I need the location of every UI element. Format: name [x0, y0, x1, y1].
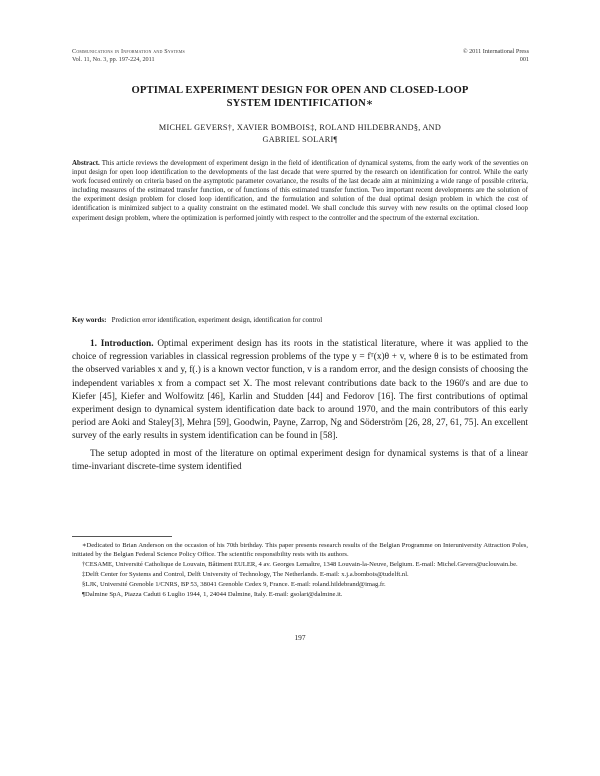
authors-line-2: GABRIEL SOLARI¶ — [262, 135, 338, 144]
abstract-label: Abstract. — [72, 159, 100, 167]
intro-paragraph-1 — [72, 338, 528, 444]
copyright-notice: © 2011 International Press — [462, 48, 529, 55]
footnote-hildebrand: §LJK, Université Grenoble 1/CNRS, BP 53, 38041 Grenoble Cedex 9, France. E-mail: roland.hildebrand@imag.fr. — [82, 580, 386, 588]
article-code: 001 — [519, 56, 529, 63]
footnote-divider — [72, 536, 172, 537]
abstract-text: This article reviews the development of experiment design in the field of identification of dynamical systems, from the early work of the seventies on input design for open loop identification to the developments of the last decade that were spurred by the research on identification for control. While the early work focused entirely on criteria based on the asymptotic parameter covariance, the results of the last decade aim at minimizing a wide range of possible criteria, including measures of the estimated transfer function, or of functions of this estimated transfer function. Two important recent developments are the solution of the experiment design problem for closed loop identification, and the formulation and solution of the dual optimal design problem in which the cost of identification is minimized subject to a quality constraint on the estimated model. We shall conclude this survey with new results on the optimal closed loop experiment design problem, where the optimization is performed jointly with respect to the controller and the spectrum of the external excitation. — [72, 159, 528, 222]
footnote-solari: ¶Dalmine SpA, Piazza Caduti 6 Luglio 1944, 1, 24044 Dalmine, Italy. E-mail: gsolari@dalmine.it. — [82, 590, 343, 598]
journal-name: Communications in Information and Systems — [72, 48, 185, 55]
footnote-bombois: ‡Delft Center for Systems and Control, Delft University of Technology, The Netherlands. E-mail: x.j.a.bombois@tudelft.nl. — [82, 570, 409, 578]
intro-paragraph-1-text: Optimal experiment design has its roots in the statistical literature, where it was applied to the choice of regression variables in classical regression problems of the type y = fᵀ(x)θ + v, where θ is to be estimated from the observed variables x and y, f(.) is a known vector function, v is a random error, and the design consists of choosing the independent variables x from a compact set X. The most relevant contributions date back to the 1960's and are due to Kiefer [45], Kiefer and Wolfowitz [46], Karlin and Studden [44] and Fedorov [16]. The first contributions of optimal experiment design to dynamical system identification date back to around 1970, and the main contributors of this early period are Aoki and Staley[3], Mehra [59], Goodwin, Payne, Zarrop, Ng and Söderström [26, 28, 27, 61, 75]. An excellent survey of the early results in system identification can be found in [58]. — [72, 339, 529, 442]
keywords-label: Key words: — [72, 316, 107, 324]
title-line-1: OPTIMAL EXPERIMENT DESIGN FOR OPEN AND CLOSED-LOOP — [131, 85, 469, 96]
journal-info — [72, 48, 185, 64]
copyright-info — [463, 48, 529, 64]
authors-line-1: MICHEL GEVERS†, XAVIER BOMBOIS‡, ROLAND HILDEBRAND§, AND — [158, 123, 442, 132]
volume-info: Vol. 11, No. 3, pp. 197-224, 2011 — [72, 56, 155, 63]
footnote-gevers: †CESAME, Université Catholique de Louvain, Bâtiment EULER, 4 av. Georges Lemaître, 1348 Louvain-la-Neuve, Belgium. E-mail: Michel.Gevers@uclouvain.be. — [82, 560, 518, 568]
paper-title — [60, 84, 540, 110]
title-line-2: SYSTEM IDENTIFICATION∗ — [226, 98, 374, 109]
author-list — [60, 122, 540, 146]
footnotes — [72, 542, 528, 601]
abstract — [72, 159, 528, 223]
keywords-text: Prediction error identification, experiment design, identification for control — [111, 316, 323, 324]
section-heading: 1. Introduction. — [90, 339, 154, 349]
page-number: 197 — [294, 633, 306, 642]
body-text — [72, 338, 528, 474]
keywords — [72, 316, 528, 325]
footnote-dedication: ∗Dedicated to Brian Anderson on the occasion of his 70th birthday. This paper presents research results of the Belgian Programme on Interuniversity Attraction Poles, initiated by the Belgian Federal Science Policy Office. The scientific responsibility rests with its authors. — [72, 542, 528, 558]
intro-paragraph-2: The setup adopted in most of the literature on optimal experiment design for dynamical systems is that of a linear time-invariant discrete-time system identified — [72, 448, 528, 472]
